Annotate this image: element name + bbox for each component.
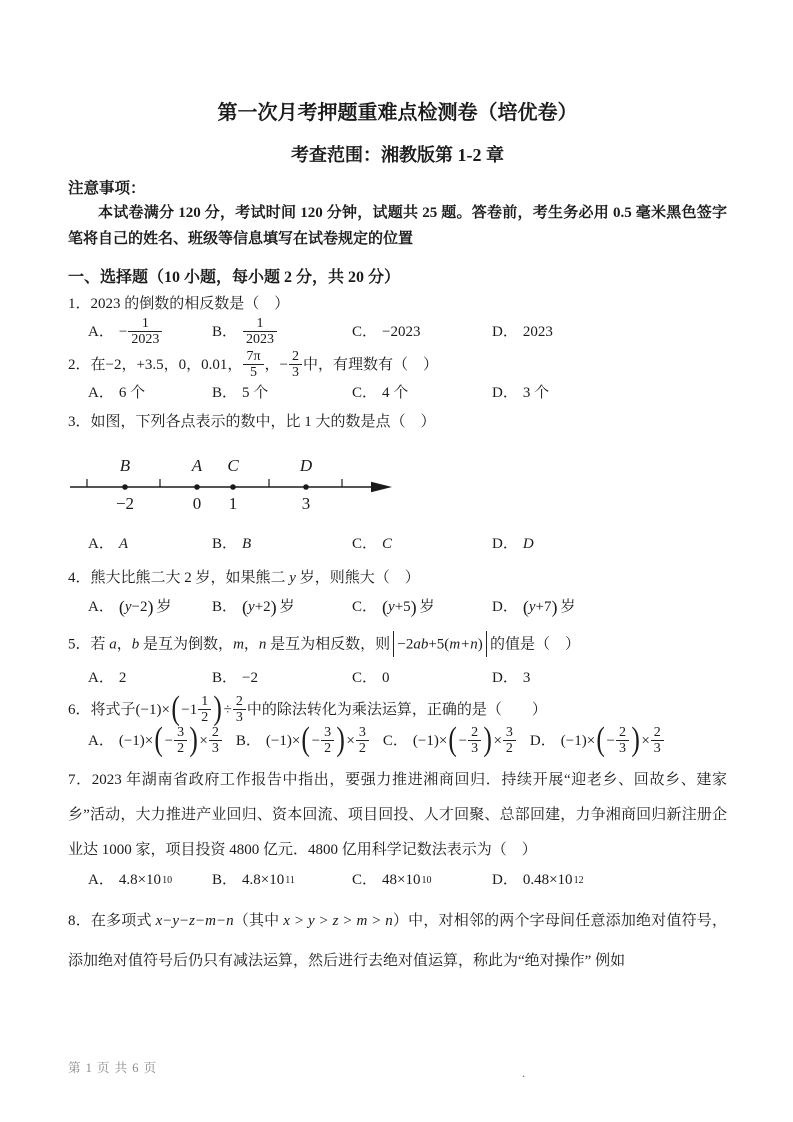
option-label: A． bbox=[88, 324, 114, 340]
q7-option-d: D． 0.48×10 12 bbox=[492, 870, 727, 891]
abs-bar bbox=[486, 631, 487, 657]
option-label: C． bbox=[352, 324, 378, 340]
option-label: C． bbox=[352, 536, 378, 552]
option-value: B bbox=[242, 536, 252, 552]
q6-option-b: B． (−1)× ( − $\frac{3}{2}$ ) × $\frac{3}{2}$ bbox=[236, 726, 370, 757]
option-label: D． bbox=[492, 872, 518, 888]
q3-option-c bbox=[352, 534, 492, 555]
fraction: 1 2023 bbox=[243, 316, 277, 347]
point-A bbox=[194, 484, 200, 490]
option-label: A． bbox=[88, 536, 114, 552]
question-2-stem: 2．在−2，+3.5，0，0.01， $\frac{7\pi}{5}$ ，− $\frac{2}{3}$ 中，有理数有（ ） bbox=[68, 349, 438, 380]
question-7-stem bbox=[68, 763, 727, 868]
q5-option-d bbox=[492, 668, 727, 689]
question-7-number: 7． bbox=[68, 772, 92, 788]
option-label: B． bbox=[212, 599, 238, 615]
q3-option-b bbox=[212, 534, 352, 555]
option-value: 2023 bbox=[522, 324, 553, 340]
option-label: B． bbox=[212, 536, 238, 552]
axis-value: −2 bbox=[115, 494, 135, 513]
q2-option-d bbox=[492, 383, 727, 404]
polynomial-expression: x−y−z−m−n bbox=[155, 913, 234, 929]
point-label: C bbox=[227, 456, 239, 475]
big-paren-close: ) bbox=[213, 689, 223, 727]
minus-sign: − bbox=[118, 324, 128, 340]
option-label: B． bbox=[212, 872, 238, 888]
question-3-number: 3． bbox=[68, 414, 91, 430]
number-line-figure bbox=[68, 447, 727, 520]
option-label: C． bbox=[352, 599, 378, 615]
axis-value: 3 bbox=[301, 494, 311, 513]
question-1-number: 1． bbox=[68, 296, 91, 312]
option-label: A． bbox=[88, 385, 114, 401]
page-title: 第一次月考押题重难点检测卷（培优卷） bbox=[217, 102, 578, 124]
option-label: A． bbox=[88, 599, 114, 615]
q5-option-c bbox=[352, 668, 492, 689]
option-label: C． bbox=[382, 733, 408, 749]
question-1-text: 2023 的倒数的相反数是（ ） bbox=[90, 296, 290, 312]
point-label: B bbox=[119, 456, 131, 475]
q1-option-b bbox=[212, 317, 352, 348]
option-label: D． bbox=[492, 670, 518, 686]
arrowhead-icon bbox=[371, 482, 392, 492]
big-paren-open: ( bbox=[171, 689, 180, 727]
q2-option-a bbox=[88, 383, 212, 404]
option-label: D． bbox=[492, 385, 518, 401]
question-6-number: 6． bbox=[68, 701, 91, 718]
option-value: 5 个 bbox=[242, 385, 269, 401]
option-label: B． bbox=[212, 324, 238, 340]
question-5-options bbox=[88, 668, 727, 689]
axis-value: 1 bbox=[228, 494, 238, 513]
question-5-stem: 5．若 a，b 是互为倒数，m，n 是互为相反数，则 −2ab+5(m+n) 的值是（ ） bbox=[68, 632, 727, 658]
question-6-options bbox=[88, 720, 727, 758]
question-2-number: 2． bbox=[68, 356, 91, 373]
abs-bar bbox=[393, 631, 394, 657]
q4-option-b: B． ( y +2 ) 岁 bbox=[212, 597, 295, 617]
q3-option-a bbox=[88, 534, 212, 555]
fraction: $\frac{2}{3}$ bbox=[233, 694, 246, 725]
q1-option-d bbox=[492, 322, 727, 343]
q2-option-c bbox=[352, 383, 492, 404]
fraction: $\frac{2}{3}$ bbox=[289, 349, 302, 380]
question-4-options bbox=[88, 597, 727, 618]
option-value: 0 bbox=[382, 670, 390, 686]
question-1-stem bbox=[68, 294, 727, 315]
option-value: 6 个 bbox=[118, 385, 146, 401]
option-label: B． bbox=[212, 670, 238, 686]
option-value: −2023 bbox=[382, 324, 421, 340]
option-label: A． bbox=[88, 733, 114, 749]
option-label: A． bbox=[88, 872, 114, 888]
option-label: D． bbox=[492, 599, 518, 615]
point-D bbox=[303, 484, 309, 490]
fraction: $\frac{1}{2}$ bbox=[198, 694, 211, 725]
q4-option-d: D． ( y +7 ) 岁 bbox=[492, 597, 576, 617]
notice-heading: 注意事项： bbox=[68, 180, 146, 197]
fraction: $\frac{1}{2023}$ bbox=[128, 316, 162, 347]
fraction: $\frac{7\pi}{5}$ bbox=[243, 349, 263, 380]
q7-option-b: B． 4.8×10 11 bbox=[212, 870, 352, 891]
option-label: C． bbox=[352, 670, 378, 686]
option-value: D bbox=[522, 536, 534, 552]
option-label: C． bbox=[352, 872, 378, 888]
option-value: 3 个 bbox=[522, 385, 550, 401]
option-label: D． bbox=[492, 536, 518, 552]
question-6-stem: 6．将式子(−1)×(−1 $\frac{1}{2}$ )÷ $\frac{2}{3}$ 中的除法转化为乘法运算，正确的是（ ） bbox=[68, 689, 547, 727]
option-value: 3 bbox=[522, 670, 531, 686]
question-7-options bbox=[88, 870, 727, 891]
question-8-number: 8． bbox=[68, 913, 91, 929]
page-number-footer: 第 1 页 共 6 页 bbox=[68, 1061, 158, 1075]
section-heading: 一、选择题（10 小题，每小题 2 分，共 20 分） bbox=[68, 269, 401, 286]
q1-option-a bbox=[88, 317, 212, 348]
question-5-number: 5． bbox=[68, 636, 91, 653]
point-B bbox=[122, 484, 128, 490]
q7-option-c: C． 48×10 10 bbox=[352, 870, 492, 891]
option-value: C bbox=[382, 536, 393, 552]
point-C bbox=[230, 484, 236, 490]
q3-option-d bbox=[492, 534, 727, 555]
question-7-text: 2023 年湖南省政府工作报告中指出，要强力推进湘商回归．持续开展“迎老乡、回故乡、建家乡”活动，大力推进产业回归、资本回流、项目回投、人才回聚、总部回建，力争湘商回归新注册企业达 1000 家，项目投资 4800 亿元．4800 亿用科学记数法表示为（ ） bbox=[68, 772, 727, 858]
q6-option-a: A． (−1)× ( − $\frac{3}{2}$ ) × $\frac{2}{3}$ bbox=[88, 726, 223, 757]
question-2-options bbox=[88, 383, 727, 404]
variable-y: y bbox=[289, 570, 296, 586]
notice-body: 本试卷满分 120 分，考试时间 120 分钟，试题共 25 题。答卷前，考生务必用 0.5 毫米黑色签字笔将自己的姓名、班级等信息填写在试卷规定的位置 bbox=[68, 205, 727, 247]
option-label: D． bbox=[492, 324, 518, 340]
question-4-stem: 4．熊大比熊二大 2 岁，如果熊二 y 岁，则熊大（ ） bbox=[68, 570, 420, 586]
axis-value: 0 bbox=[192, 494, 202, 513]
q4-option-a: A． ( y −2 ) 岁 bbox=[88, 597, 172, 617]
point-label: D bbox=[299, 456, 313, 475]
inequality-expression: x > y > z > m > n bbox=[283, 913, 393, 929]
question-1-options bbox=[88, 317, 727, 348]
question-8-stem: 8．在多项式 x−y−z−m−n（其中 x > y > z > m > n）中，对相邻的两个字母间任意添加绝对值符号，添加绝对值符号后仍只有减法运算，然后进行去绝对值运算，称此为“绝对操作” 例如 bbox=[68, 913, 727, 969]
question-3-stem bbox=[68, 412, 727, 433]
option-label: B． bbox=[235, 733, 261, 749]
stray-dot: . bbox=[522, 1066, 525, 1080]
question-4-number: 4． bbox=[68, 570, 91, 586]
option-label: B． bbox=[212, 385, 238, 401]
q1-option-c bbox=[352, 322, 492, 343]
question-3-options bbox=[88, 534, 727, 555]
number-line-svg bbox=[68, 447, 398, 515]
option-label: C． bbox=[352, 385, 378, 401]
option-label: D． bbox=[529, 733, 556, 749]
q7-option-a: A． 4.8×10 10 bbox=[88, 870, 212, 891]
q2-option-b bbox=[212, 383, 352, 404]
q6-option-d: D． (−1)× ( − $\frac{2}{3}$ ) × $\frac{2}{3}$ bbox=[530, 726, 727, 757]
q6-option-c: C． (−1)× ( − $\frac{2}{3}$ ) × $\frac{3}{2}$ bbox=[383, 726, 517, 757]
question-3-text: 如图，下列各点表示的数中，比 1 大的数是点（ ） bbox=[90, 414, 436, 430]
exam-scope-subtitle: 考查范围：湘教版第 1-2 章 bbox=[291, 145, 504, 165]
q4-option-c: C． ( y +5 ) 岁 bbox=[352, 597, 435, 617]
point-label: A bbox=[191, 456, 203, 475]
q5-option-a bbox=[88, 668, 212, 689]
option-value: 4 个 bbox=[382, 385, 409, 401]
option-value: 2 bbox=[118, 670, 127, 686]
option-value: A bbox=[118, 536, 129, 552]
option-label: A． bbox=[88, 670, 114, 686]
q5-option-b bbox=[212, 668, 352, 689]
option-value: −2 bbox=[242, 670, 258, 686]
